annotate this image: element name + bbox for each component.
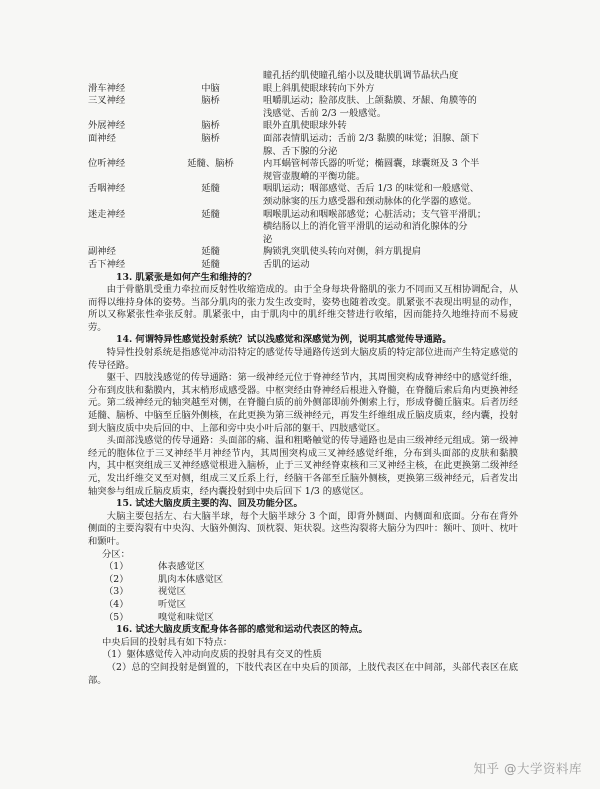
nerve-row [88,70,518,83]
nerve-row [88,120,518,133]
nerve-row [88,133,518,158]
area-item [88,574,518,587]
nerve-function-line: 腺、舌下腺的分泌 [263,145,338,157]
nerve-name: 滑车神经 [88,82,126,94]
area-number: （3） [104,586,129,598]
nerve-function [263,70,518,83]
nerve-site: 脑桥 [201,132,220,144]
nerve-row [88,246,518,259]
nerve-function-line: 咽喉肌运动和咽喉部感觉；心脏活动；支气管平滑肌； [263,208,487,220]
question-16-intro: 中央后回的投射具有如下特点： [102,636,233,648]
area-number: （1） [104,561,129,573]
cranial-nerve-table [88,70,518,272]
areas-label: 分区： [102,548,130,560]
nerve-site: 延髓、脑桥 [187,158,234,170]
question-13-body: 由于骨骼肌受重力牵拉而反射性收缩造成的。由于全身每块骨骼肌的张力不同而又互相协调配合，从而得以维持身体的姿势。当部分肌肉的张力发生改变时，姿势也随着改变。肌紧张不表现出明显的动作，所以又称紧张性牵张反射。肌紧张中，由于肌肉中的肌纤维交替进行收缩，因而能持久地维持而不易疲劳。 [88,284,518,333]
area-item [88,599,518,612]
question-14-title: 14. 何谓特异性感觉投射系统？试以浅感觉和深感觉为例，说明其感觉传导通路。 [116,334,452,346]
nerve-function [263,259,518,272]
nerve-name [88,70,158,83]
nerve-name: 面神经 [88,132,116,144]
nerve-function-line: 瞳孔括约肌使瞳孔缩小以及睫状肌调节晶状凸度 [263,70,459,81]
document-content [88,70,518,687]
area-item [88,586,518,599]
area-item [88,612,518,625]
nerve-row [88,83,518,96]
question-14-paragraph-1: 特异性投射系统是指感觉冲动沿特定的感觉传导通路传送到大脑皮质的特定部位进而产生特定感觉的传导径路。 [88,347,518,371]
nerve-function-line: 咽肌运动；咽部感觉、舌后 1/3 的味觉和一般感觉、 [263,183,480,195]
nerve-function [263,120,518,133]
nerve-function-line: 规管壶腹嵴的平衡功能。 [263,170,366,182]
nerve-function-line: 面部表情肌运动；舌前 2/3 黏膜的味觉；泪腺、颌下 [263,132,480,144]
nerve-site: 延髓 [201,258,220,270]
nerve-function-line: 眼外直肌使眼球外转 [263,120,347,132]
nerve-row [88,259,518,272]
nerve-function-line: 颈动脉窦的压力感受器和颈动脉体的化学器的感觉。 [263,195,477,207]
nerve-row [88,95,518,120]
area-number: （2） [104,573,129,585]
functional-areas-list [88,561,518,624]
nerve-name: 外展神经 [88,120,126,132]
nerve-function [263,95,518,120]
nerve-name: 舌咽神经 [88,183,126,195]
question-16-item-2: （2）总的空间投射是倒置的，下肢代表区在中央后的顶部，上肢代表区在中间部，头部代表区在底部。 [88,661,518,686]
area-number: （4） [104,598,129,610]
nerve-site: 脑桥 [201,95,220,107]
area-name: 视觉区 [158,586,186,598]
nerve-function-line: 内耳蜗管柯蒂氏器的听觉；椭圆囊，球囊斑及 3 个半 [263,158,480,170]
area-item [88,561,518,574]
nerve-name: 迷走神经 [88,208,126,220]
nerve-function [263,246,518,259]
question-14-paragraph-3: 头面部浅感觉的传导通路：头面部的痛、温和粗略触觉的传导通路也是由三级神经元组成。第一级神经元的胞体位于三叉神经半月神经节内，其周围突构成三叉神经感觉纤维，分布到头面部的皮肤和黏膜内，其中枢突组成三叉神经感觉根进入脑桥，止于三叉神经脊束核和三叉神经主核，在此更换第二级神经元，发出纤维交叉至对侧，组成三叉丘系上行，经脑干各部至丘脑外侧核，更换第三级神经元，后者发出轴突参与组成丘脑皮质束，经内囊投射到中央后回下 1/3 的感觉区。 [88,435,518,497]
nerve-function-line: 舌肌的运动 [263,258,310,270]
question-15-title: 15. 试述大脑皮质主要的沟、回及功能分区。 [116,498,303,510]
area-name: 体表感觉区 [158,561,205,573]
nerve-function-line: 胸锁乳突肌使头转向对侧，斜方肌提肩 [263,246,422,258]
nerve-site: 延髓 [201,208,220,220]
nerve-function-line: 眼上斜肌使眼球转向下外方 [263,82,375,94]
nerve-name: 舌下神经 [88,258,126,270]
nerve-name: 位听神经 [88,158,126,170]
nerve-name: 副神经 [88,246,116,258]
nerve-name: 三叉神经 [88,95,126,107]
area-name: 嗅觉和味觉区 [158,611,214,623]
area-name: 肌肉本体感觉区 [158,573,224,585]
question-15-body: 大脑主要包括左、右大脑半球，每个大脑半球分 3 个面，即背外侧面、内侧面和底面。分布在背外侧面的主要沟裂有中央沟、大脑外侧沟、顶枕裂、矩状裂。这些沟裂将大脑分为四叶：额叶、顶叶、枕叶和颞叶。 [88,510,518,547]
nerve-function [263,209,518,247]
nerve-function-line: 浅感觉、舌前 2/3 一般感觉。 [263,107,387,119]
nerve-function [263,133,518,158]
question-14-paragraph-2: 躯干、四肢浅感觉的传导通路：第一级神经元位于脊神经节内，其周围突构成脊神经中的感觉纤维，分布到皮肤和黏膜内，其末梢形成感受器。中枢突经由脊神经后根进入脊髓，在脊髓后索后角内更换神经元。第二级神经元的轴突越至对侧，在脊髓白质的前外侧部即前外侧索上行，形成脊髓丘脑束。后者历经延髓、脑桥、中脑至丘脑外侧核，在此更换为第三级神经元，再发生纤维组成丘脑皮质束，经内囊，投射到大脑皮质中央后回的中、上部和旁中央小叶后部的躯干、四肢感觉区。 [88,372,518,434]
nerve-site [158,70,263,83]
nerve-row [88,183,518,208]
nerve-site: 延髓 [201,183,220,195]
nerve-function-line: 咀嚼肌运动；脸部皮肤、上颌黏膜、牙龈、角膜等的 [263,95,477,107]
nerve-function-line: 横结肠以上的消化管平滑肌的运动和消化腺体的分 [263,221,468,233]
area-number: （5） [104,611,129,623]
nerve-row [88,158,518,183]
nerve-site: 延髓 [201,246,220,258]
nerve-site: 脑桥 [201,120,220,132]
nerve-function-line: 泌 [263,233,273,245]
nerve-function [263,183,518,208]
nerve-function [263,158,518,183]
nerve-site: 中脑 [201,82,220,94]
question-16-title: 16. 试述大脑皮质支配身体各部的感觉和运动代表区的特点。 [116,624,368,636]
question-16-item-1: （1）躯体感觉传入冲动向皮质的投射具有交叉的性质 [102,649,322,661]
area-name: 听觉区 [158,598,186,610]
nerve-row [88,209,518,247]
zhihu-watermark: 知乎 @大学资料库 [473,761,582,776]
question-13-title: 13. 肌紧张是如何产生和维持的？ [116,271,257,283]
nerve-function [263,83,518,96]
